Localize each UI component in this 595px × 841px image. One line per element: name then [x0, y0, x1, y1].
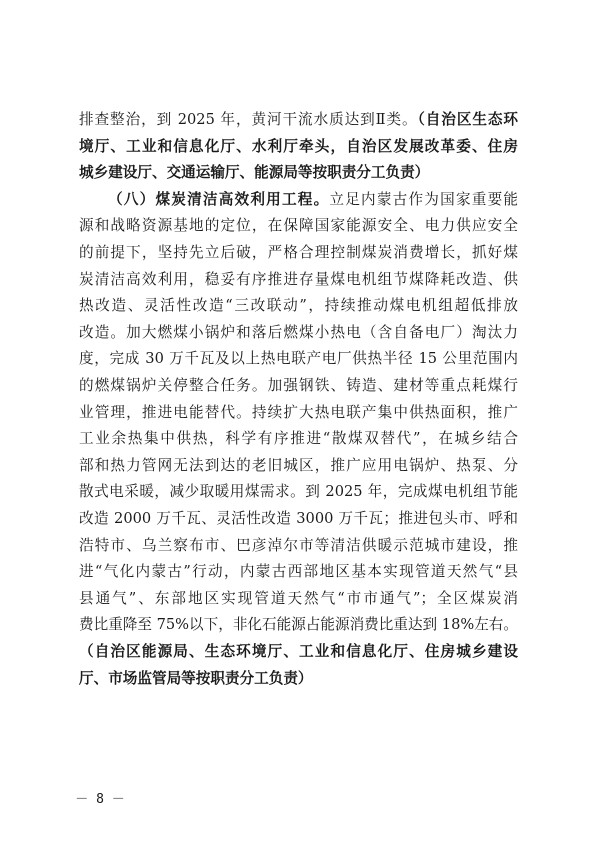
- text-segment: 工业余热集中供热，科学有序推进“散煤双替代”，在城乡结合: [79, 430, 518, 448]
- body-text-line: [79, 374, 518, 398]
- body-text-line: [79, 161, 429, 185]
- body-text-line: [79, 640, 518, 664]
- body-text-line: [79, 667, 313, 691]
- body-text-line: [79, 108, 518, 132]
- body-text-line: [79, 241, 518, 265]
- body-text-line: [79, 321, 518, 345]
- text-segment: 散式电采暖，减少取暖用煤需求。到 2025 年，完成煤电机组节能: [79, 483, 518, 501]
- bold-text-segment: （自治区能源局、生态环境厅、工业和信息化厅、住房城乡建设: [79, 643, 518, 660]
- text-segment: 的燃煤锅炉关停整合任务。加强钢铁、铸造、建材等重点耗煤行: [79, 377, 518, 394]
- bold-text-segment: （自治区生态环: [417, 111, 518, 128]
- bold-text-segment: 厅、市场监管局等按职责分工负责）: [79, 669, 313, 687]
- page-number: － 8 －: [75, 792, 125, 807]
- bold-text-segment: 境厅、工业和信息化厅、水利厅牵头，自治区发展改革委、住房: [79, 137, 518, 155]
- text-segment: 部和热力管网无法到达的老旧城区，推广应用电锅炉、热泵、分: [79, 456, 518, 474]
- bold-text-segment: （八）煤炭清洁高效利用工程。: [108, 190, 330, 208]
- text-segment: 炭清洁高效利用，稳妥有序推进存量煤电机组节煤降耗改造、供: [79, 270, 518, 288]
- body-text-line: [79, 587, 518, 611]
- text-segment: 立足内蒙古作为国家重要能: [329, 190, 518, 208]
- text-segment: 业管理，推进电能替代。持续扩大热电联产集中供热面积，推广: [79, 403, 518, 421]
- body-text-line: [79, 613, 518, 637]
- body-text-line: [79, 214, 518, 238]
- text-segment: 改造 2000 万千瓦、灵活性改造 3000 万千瓦；推进包头市、呼和: [79, 510, 518, 527]
- text-segment: 浩特市、乌兰察布市、巴彦淖尔市等清洁供暖示范城市建设，推: [79, 536, 518, 554]
- body-text-line: [79, 294, 518, 318]
- body-text-line: [79, 454, 518, 478]
- body-text-line: [79, 507, 518, 531]
- text-segment: 热改造、灵活性改造“三改联动”，持续推动煤电机组超低排放: [79, 297, 518, 315]
- text-segment: 源和战略资源基地的定位，在保障国家能源安全、电力供应安全: [79, 217, 518, 235]
- body-text-line: [79, 268, 518, 292]
- text-segment: 县通气”、东部地区实现管道天然气“市市通气”；全区煤炭消: [79, 589, 518, 607]
- body-text-line: [79, 480, 518, 504]
- body-text-line: [79, 534, 518, 558]
- body-text-line: [79, 135, 518, 159]
- body-text-line: [79, 560, 518, 584]
- text-segment: 费比重降至 75%以下，非化石能源占能源消费比重达到 18%左右。: [79, 616, 518, 634]
- body-text-line: [79, 401, 518, 425]
- text-segment: 改造。加大燃煤小锅炉和落后燃煤小热电（含自备电厂）淘汰力: [79, 323, 518, 341]
- body-text-line: [79, 427, 518, 451]
- text-segment: 进“气化内蒙古”行动，内蒙古西部地区基本实现管道天然气“县: [79, 563, 518, 581]
- body-text-line: [79, 347, 518, 371]
- bold-text-segment: 城乡建设厅、交通运输厅、能源局等按职责分工负责）: [79, 164, 430, 182]
- body-text-line: [108, 188, 518, 212]
- text-segment: 的前提下，坚持先立后破，严格合理控制煤炭消费增长，抓好煤: [79, 244, 518, 261]
- text-segment: 排查整治，到 2025 年，黄河干流水质达到Ⅱ类。: [79, 111, 418, 128]
- text-segment: 度，完成 30 万千瓦及以上热电联产电厂供热半径 15 公里范围内: [79, 350, 518, 368]
